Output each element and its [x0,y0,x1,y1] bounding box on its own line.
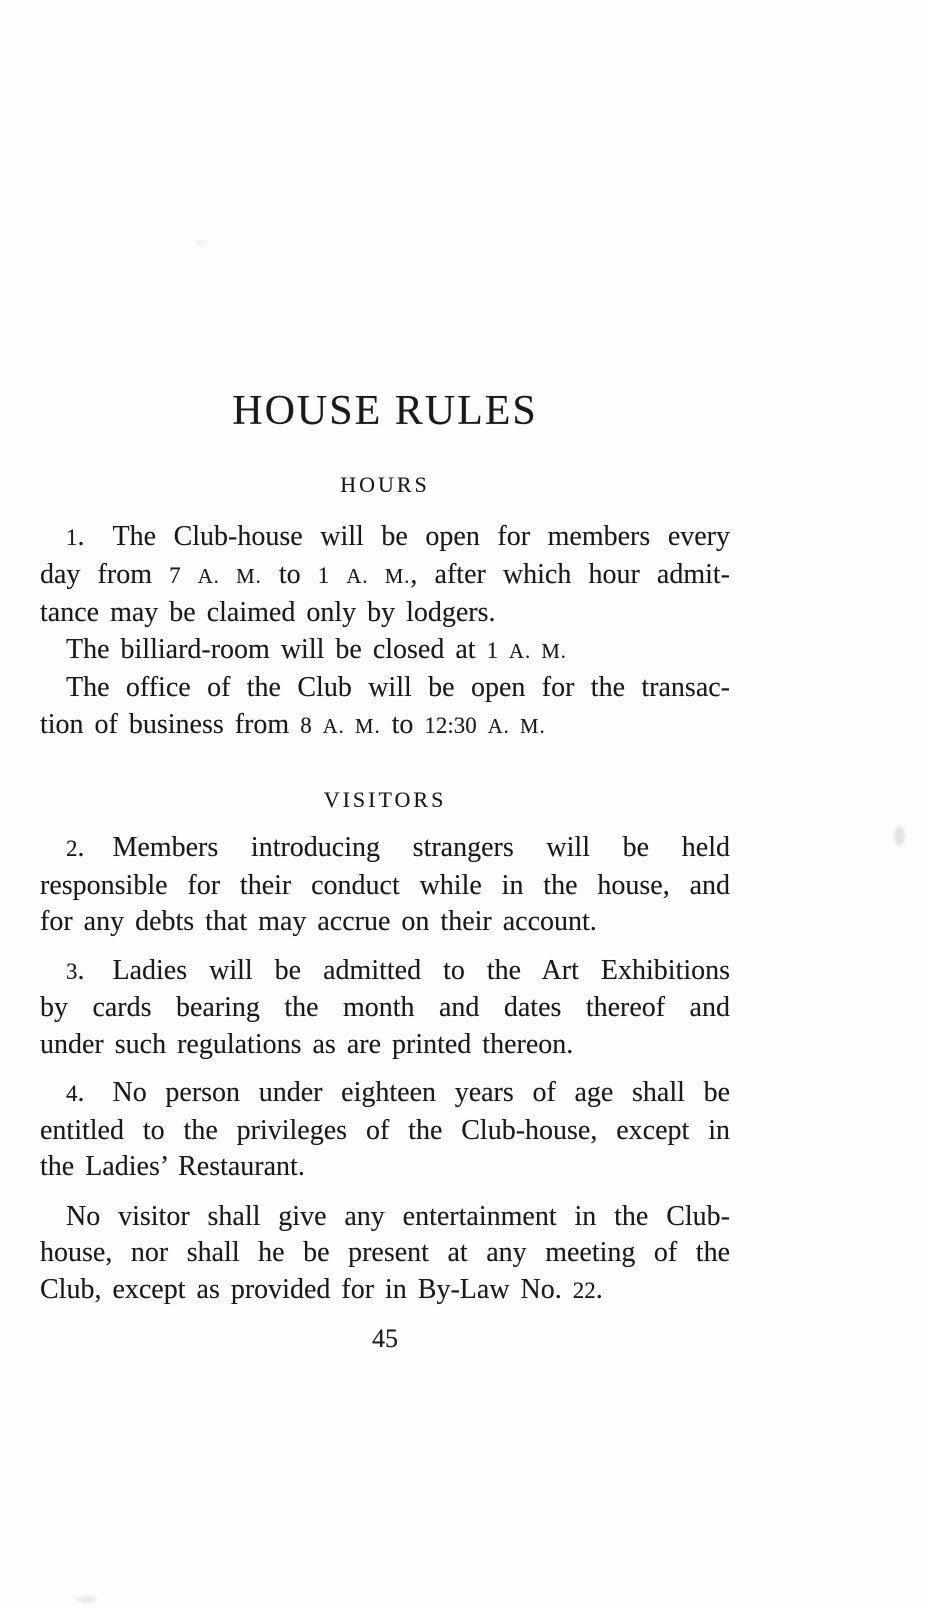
paragraph-office-hours [40,670,730,745]
section-heading-visitors: VISITORS [323,787,447,812]
text-line: responsible for their conduct while in the house, and [40,869,730,901]
text-line: No visitor shall give any entertainment in the Club- [66,1200,730,1232]
paragraph-rule-1 [40,519,730,632]
text-line: Club, except as provided for in By-Law No. 22. [40,1273,603,1305]
text-line: house, nor shall he be present at any meeting of the [40,1237,730,1268]
page-title: HOUSE RULES [232,388,538,434]
text-line: 1. The Club-house will be open for members every [66,521,730,552]
text-line: The office of the Club will be open for the transac- [66,672,730,703]
scan-artifact [196,240,205,245]
section-hours [40,471,730,745]
paragraph-visitor-entertainment [40,1199,730,1310]
text-block [40,0,730,1355]
text-line: the Ladies’ Restaurant. [40,1151,305,1182]
text-line: tion of business from 8 A. M. to 12:30 A. M. [40,708,546,740]
text-line: by cards bearing the month and dates thereof and [40,992,730,1023]
text-line: under such regulations as are printed thereon. [40,1028,574,1060]
text-line: entitled to the privileges of the Club-house, except in [40,1114,730,1146]
paragraph-rule-4 [40,1075,730,1186]
text-line: 3. Ladies will be admitted to the Art Exhibitions [66,954,730,986]
paragraph-rule-2 [40,830,730,941]
scan-artifact [894,826,905,846]
text-line: day from 7 A. M. to 1 A. M., after which hour admit- [40,558,731,590]
section-visitors [40,786,730,1309]
paragraph-rule-3 [40,953,730,1064]
text-line: 2. Members introducing strangers will be held [66,832,730,863]
text-line: The billiard-room will be closed at 1 A. M. [66,633,567,665]
section-heading-hours: HOURS [340,472,430,497]
scan-artifact [76,1596,96,1603]
text-line: tance may be claimed only by lodgers. [40,597,496,628]
text-line: for any debts that may accrue on their account. [40,906,597,937]
page-number: 45 [372,1324,398,1353]
paragraph-billiard-room [40,632,730,671]
text-line: 4. No person under eighteen years of age shall be [66,1077,730,1108]
